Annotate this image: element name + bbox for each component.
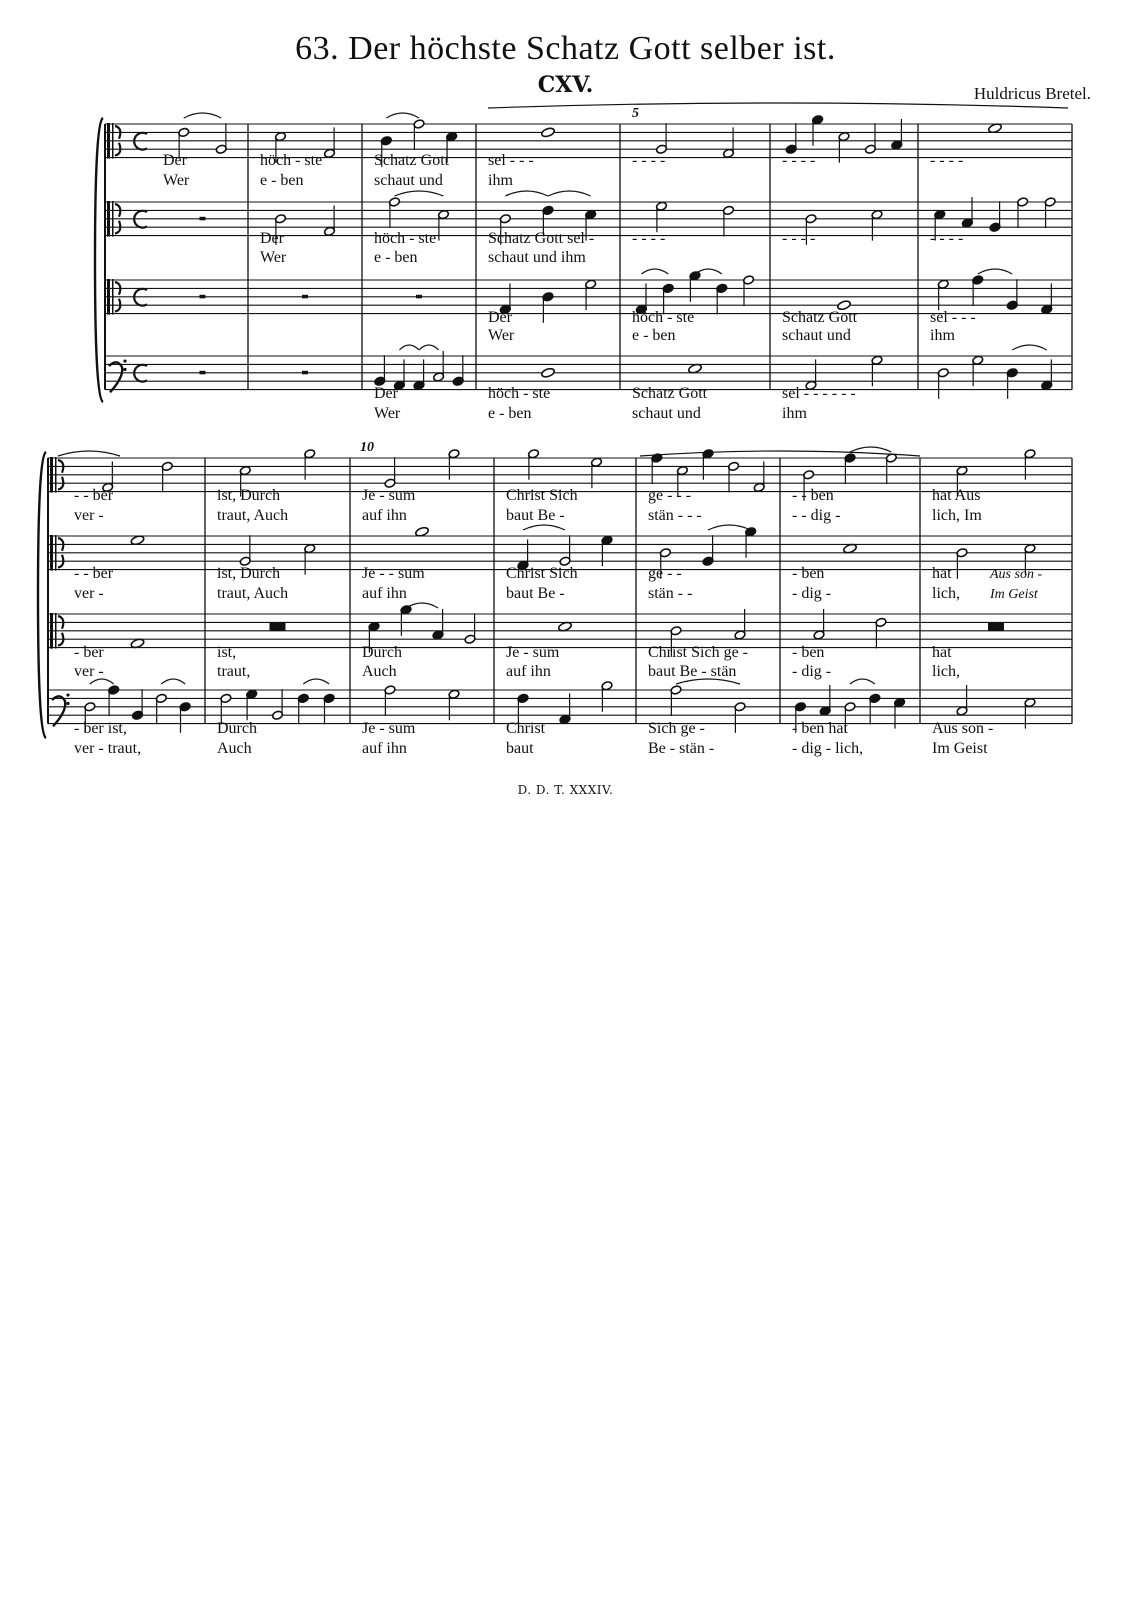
slur <box>1012 345 1047 350</box>
bass-clef-icon <box>66 693 69 696</box>
lyric-syllable: lich, <box>932 663 960 680</box>
slur <box>58 451 120 456</box>
c-clef-icon <box>50 535 53 571</box>
lyric-syllable: auf ihn <box>362 740 407 757</box>
lyric-syllable: ge - - - <box>648 487 692 504</box>
lyric-syllable: ver - traut, <box>74 740 142 757</box>
lyric-syllable: Wer <box>260 249 287 266</box>
rest <box>200 217 206 221</box>
lyric-syllable: Be - stän - <box>648 740 715 757</box>
lyric-syllable: Sich ge - <box>648 720 705 737</box>
bass-clef-icon <box>52 696 65 726</box>
lyric-syllable: - dig - <box>792 585 832 602</box>
lyric-syllable: Schatz Gott sel - <box>488 230 595 247</box>
lyric-syllable: Wer <box>374 405 401 422</box>
lyric-syllable: ver - <box>74 585 104 602</box>
lyric-syllable: sel - - - - - - <box>782 385 856 402</box>
lyric-syllable: Christ Sich <box>506 565 578 582</box>
lyric-syllable: e - ben <box>260 172 304 189</box>
slur <box>640 451 920 456</box>
lyric-syllable: - - - - <box>782 230 816 247</box>
lyric-syllable: schaut und <box>374 172 443 189</box>
lyric-syllable: schaut und <box>782 327 851 344</box>
slur <box>850 679 875 684</box>
page-title: 63. Der höchste Schatz Gott selber ist. <box>295 30 836 67</box>
lyric-syllable: Schatz Gott <box>782 309 858 326</box>
lyric-syllable: höch - ste <box>488 385 551 402</box>
note-head <box>541 367 556 378</box>
lyric-syllable: e - ben <box>488 405 532 422</box>
bass-clef-icon <box>109 362 122 392</box>
lyric-syllable: Je - sum <box>362 720 416 737</box>
lyric-syllable: schaut und <box>632 405 701 422</box>
lyric-syllable: ist, <box>217 644 237 661</box>
slur <box>708 525 751 530</box>
lyric-syllable: sel - - - <box>488 152 534 169</box>
lyric-syllable: - ben <box>792 565 825 582</box>
footer-citation: D. D. T. XXXIV. <box>517 783 614 797</box>
lyric-syllable: ist, Durch <box>217 487 281 504</box>
lyric-syllable: - - ber <box>74 487 114 504</box>
lyric-syllable: lich, Im <box>932 507 982 524</box>
c-clef-icon <box>55 613 57 649</box>
lyric-syllable: baut Be - <box>506 585 565 602</box>
lyric-syllable: baut <box>506 740 534 757</box>
lyric-syllable: ver - <box>74 663 104 680</box>
lyric-syllable: - ben <box>792 644 825 661</box>
lyric-syllable: Der <box>374 385 398 402</box>
lyric-syllable: Christ <box>506 720 546 737</box>
rest <box>200 295 206 299</box>
lyric-syllable: - - - - <box>930 152 964 169</box>
lyric-syllable: ist, Durch <box>217 565 281 582</box>
lyric-syllable: - - ber <box>74 565 114 582</box>
lyric-syllable: höch - ste <box>260 152 323 169</box>
lyric-syllable: ihm <box>930 327 955 344</box>
lyric-syllable: höch - ste <box>374 230 437 247</box>
breve-rest <box>270 623 286 631</box>
lyric-syllable: ihm <box>782 405 807 422</box>
c-clef-icon <box>50 457 53 493</box>
rest <box>302 295 308 299</box>
lyric-syllable: baut Be - <box>506 507 565 524</box>
lyric-syllable: Je - sum <box>506 644 560 661</box>
lyric-syllable: Schatz Gott <box>374 152 450 169</box>
lyric-syllable: stän - - - <box>648 507 702 524</box>
slur <box>505 191 548 196</box>
lyric-syllable: traut, <box>217 663 251 680</box>
lyric-syllable: ihm <box>488 172 513 189</box>
measure-number: 10 <box>360 440 374 455</box>
measure-number: 5 <box>632 106 639 121</box>
lyric-syllable: schaut und ihm <box>488 249 586 266</box>
lyric-syllable: Christ Sich ge - <box>648 644 748 661</box>
slur <box>161 679 185 684</box>
bass-clef-icon <box>123 368 126 371</box>
slur <box>488 103 1068 108</box>
lyric-syllable: e - ben <box>374 249 418 266</box>
c-clef-icon <box>112 123 114 159</box>
lyric-syllable: auf ihn <box>506 663 551 680</box>
lyric-syllable: Auch <box>217 740 252 757</box>
rest <box>416 295 422 299</box>
lyric-syllable: - dig - lich, <box>792 740 864 757</box>
lyric-syllable: Wer <box>488 327 515 344</box>
system-brace <box>95 118 103 402</box>
lyric-syllable: Durch <box>362 644 402 661</box>
lyric-syllable: hat Aus <box>932 487 981 504</box>
lyric-syllable: - dig - <box>792 663 832 680</box>
composer-name: Huldricus Bretel. <box>973 84 1091 103</box>
lyric-syllable: auf ihn <box>362 585 407 602</box>
lyric-syllable: traut, Auch <box>217 585 289 602</box>
system-brace <box>38 452 46 738</box>
c-clef-icon <box>55 535 57 571</box>
note-head <box>541 127 556 138</box>
lyric-syllable: Der <box>163 152 187 169</box>
lyric-italic: Im Geist <box>990 587 1038 602</box>
lyric-syllable: - - dig - <box>792 507 841 524</box>
slur <box>523 525 565 530</box>
clefs <box>50 123 147 726</box>
lyric-syllable: - - - - <box>632 152 666 169</box>
slur <box>303 679 329 684</box>
lyric-syllable: - ben hat <box>792 720 848 737</box>
lyric-italic: Aus son - <box>990 567 1043 582</box>
slur <box>850 447 891 452</box>
slur <box>184 113 222 118</box>
c-clef-icon <box>112 279 114 315</box>
lyric-syllable: hat <box>932 565 952 582</box>
lyric-syllable: auf ihn <box>362 507 407 524</box>
c-clef-icon <box>107 279 110 315</box>
lyric-syllable: Auch <box>362 663 397 680</box>
lyric-syllable: Im Geist <box>932 740 988 757</box>
rest <box>200 371 206 375</box>
lyric-syllable: Je - - sum <box>362 565 425 582</box>
lyric-syllable: - - - - <box>632 230 666 247</box>
breve-rest <box>988 623 1004 631</box>
slur <box>419 345 439 350</box>
lyric-syllable: ge - - <box>648 565 682 582</box>
slur <box>548 191 591 196</box>
lyric-syllable: - ber <box>74 644 104 661</box>
lyric-syllable: Je - sum <box>362 487 416 504</box>
piece-number: CXV. <box>537 72 594 98</box>
lyric-syllable: traut, Auch <box>217 507 289 524</box>
lyric-syllable: Der <box>260 230 284 247</box>
c-clef-icon <box>107 201 110 237</box>
lyric-syllable: Aus son - <box>932 720 994 737</box>
lyric-syllable: lich, <box>932 585 960 602</box>
lyric-syllable: höch - ste <box>632 309 695 326</box>
lyric-syllable: hat <box>932 644 952 661</box>
lyric-syllable: - - - - <box>782 152 816 169</box>
lyric-syllable: stän - - <box>648 585 693 602</box>
lyric-syllable: Christ Sich <box>506 487 578 504</box>
c-clef-icon <box>55 457 57 493</box>
lyric-syllable: Der <box>488 309 512 326</box>
slur <box>399 345 419 350</box>
c-clef-icon <box>50 613 53 649</box>
lyric-syllable: baut Be - stän <box>648 663 737 680</box>
lyric-syllable: Wer <box>163 172 190 189</box>
lyric-syllable: - - - - <box>930 230 964 247</box>
rest <box>302 371 308 375</box>
lyric-syllable: sel - - - <box>930 309 976 326</box>
slur <box>395 191 444 196</box>
slur <box>386 113 419 118</box>
notes <box>58 103 1068 733</box>
lyric-syllable: - - ben <box>792 487 834 504</box>
slur <box>641 269 668 274</box>
lyric-syllable: Schatz Gott <box>632 385 708 402</box>
c-clef-icon <box>112 201 114 237</box>
lyric-syllable: Durch <box>217 720 257 737</box>
bass-clef-icon <box>123 359 126 362</box>
lyric-syllable: - ber ist, <box>74 720 127 737</box>
c-clef-icon <box>107 123 110 159</box>
bass-clef-icon <box>66 702 69 705</box>
lyric-syllable: e - ben <box>632 327 676 344</box>
lyric-syllable: ver - <box>74 507 104 524</box>
slur <box>978 269 1013 274</box>
